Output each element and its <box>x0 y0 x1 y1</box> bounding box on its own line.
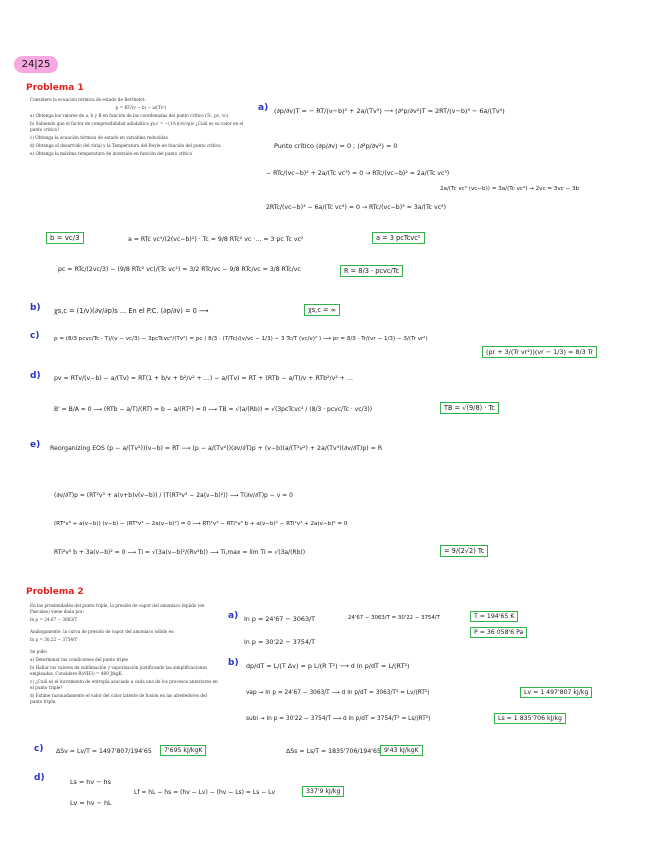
statement-item-b: b) Hallar los valores de sublimación y vaporización justificando las simplificaciones empleadas. Considere R(NH3) = 489 J/kgK. <box>30 665 208 676</box>
p2-c-vaporization-entropy: ΔSv = Lv/T = 1497'807/194'65 <box>56 748 152 755</box>
p2-b-clausius-clapeyron: dp/dT = L/(T Δv) ≈ p L/(R T²) ⟶ d ln p/dT = L/(RT²) <box>246 662 410 670</box>
p2-d-fusion-derivation: Lf = hL − hs = (hv − Lv) − (hv − Ls) = Ls − Lv <box>134 789 276 796</box>
statement-item-a: a) Determinar las condiciones del punto triple <box>30 657 129 662</box>
p1-c-result: (pr + 3/(Tr vr²))(vr − 1/3) = 8/3 Tr <box>482 346 597 358</box>
part-a-label: a) <box>258 103 269 113</box>
statement-item-d: d) Obtenga el desarrollo del virial y la Temperatura del Boyle en función del punto crítico. <box>30 143 222 148</box>
p2-b-sublimation: subl → ln p = 30'22 − 3754/T ⟶ d ln p/dT = 3754/T² = Ls/(RT²) <box>246 716 431 722</box>
p2-b-vaporization: vap → ln p = 24'67 − 3063/T ⟶ d ln p/dT = 3063/T² = Lv/(RT²) <box>246 690 430 696</box>
p1-a-r-derivation: pc = RTc/(2vc/3) − (9/8 RTc² vc)/(Tc vc²) = 3/2 RTc/vc − 9/8 RTc/vc = 3/8 RTc/vc <box>58 266 301 273</box>
p2-d-result: 337'9 kJ/kg <box>302 786 344 797</box>
p1-e-inversion: RTi²v³ b + 3a(v−b)² = 0 ⟶ Ti = √(3a(v−b)²/(Rv³b)) ⟶ Ti,max = lim Ti = √(3a/(Rb)) <box>54 549 306 556</box>
page-tag: 24|25 <box>14 56 58 73</box>
p2-c-sublimation-entropy: ΔSs = Ls/T = 1835'706/194'65 <box>286 748 381 755</box>
part-e-label: e) <box>30 440 41 450</box>
p1-e-result: = 9/(2√2) Tc <box>440 545 488 557</box>
p2-part-a-label: a) <box>228 611 239 621</box>
problem-2-statement <box>30 603 220 707</box>
statement-item-b: b) Sabiendo que el factor de compresibilidad adiabática χs,c = −(1/v)(∂v/∂p)s ¿Cuál es su valor en el punto crítico? <box>30 121 244 132</box>
part-d-label: d) <box>30 371 41 381</box>
p2-a-equate: 24'67 − 3063/T = 30'22 − 3754/T <box>348 615 440 621</box>
p1-d-result: TB = √(9/8) · Tc <box>440 402 499 414</box>
statement-item-c: c) ¿Cuál es el incremento de entropía asociado a cada uno de los procesos anteriores en el punto triple? <box>30 679 218 690</box>
p1-e-partial: (∂v/∂T)p = (RT²v³ + a(v+b)v(v−b)) / (T(RT²v³ − 2a(v−b)²)) ⟶ T(∂v/∂T)p − v = 0 <box>54 492 293 499</box>
part-b-label: b) <box>30 303 41 313</box>
statement-equation: ln p = 30.22 − 3754/T <box>30 637 78 642</box>
p1-a-condition-2: 2RTc/(vc−b)³ − 6a/(Tc vc⁴) = 0 → RTc/(vc−b)³ = 3a/(Tc vc⁴) <box>266 204 446 211</box>
p2-b-sublimation-result: Ls = 1 835'706 kJ/kg <box>494 713 566 724</box>
statement-line: Se pide: <box>30 649 48 654</box>
p2-a-solid-curve: ln p = 30'22 − 3754/T <box>244 638 316 646</box>
statement-item-c: c) Obtenga la ecuación térmica de estado en variables reducidas <box>30 135 168 140</box>
problem-1-statement <box>30 97 252 159</box>
part-c-label: c) <box>30 331 40 341</box>
p1-a-condition-1: − RTc/(vc−b)² + 2a/(Tc vc³) = 0 → RTc/(vc−b)² = 2a/(Tc vc³) <box>266 170 450 177</box>
p1-a-r-result: R = 8/3 · pcvc/Tc <box>340 265 403 277</box>
statement-item-e: e) Obtenga la máxima temperatura de inversión en función del punto crítico <box>30 151 193 156</box>
p1-b-derivation: χs,c = (1/v)(∂v/∂p)s ... En el P.C. (∂p/∂v) = 0 ⟶ <box>54 307 209 315</box>
p1-a-a-result: a = 3 pcTcvc² <box>372 232 425 244</box>
p2-b-vaporization-result: Lv = 1 497'807 kJ/kg <box>520 687 592 698</box>
p2-part-b-label: b) <box>228 658 239 668</box>
p2-a-liquid-curve: ln p = 24'67 − 3063/T <box>244 615 316 623</box>
p2-part-d-label: d) <box>34 773 45 783</box>
p2-d-sublimation-enthalpy: Ls = hv − hs <box>70 778 111 786</box>
p1-a-division: 2a/(Tc vc³ (vc−b)) = 3a/(Tc vc⁴) → 2vc = 3vc − 3b <box>440 186 580 192</box>
p1-e-reorganizing: Reorganizing EOS (p − a/(Tv²))(v−b) = RT ⟶ (p − a/(Tv²))(∂v/∂T)p + (v−b)(a/(T²v²) + 2a/(Tv³)(∂v/∂T)p) = R <box>50 445 383 452</box>
statement-item-a: a) Obtenga los valores de a, b y R en función de las coordenadas del punto crítico (Tc, pc, vc). <box>30 113 230 118</box>
p1-b-result: χs,c = ∞ <box>304 304 340 316</box>
p2-part-c-label: c) <box>34 744 44 754</box>
problem-2-title: Problema 2 <box>26 587 84 597</box>
p2-c-vaporization-result: 7'695 kJ/kgK <box>160 745 206 756</box>
p1-d-boyle: B' = B/A = 0 ⟶ (RTb − a/T)/(RT) = b − a/(RT²) = 0 ⟶ TB = √(a/(Rb)) = √(3pcTcvc² / (8/3 · pcvc/Tc · vc/3)) <box>54 406 373 413</box>
statement-line: Análogamente, la curva de presión de vapor del amoníaco sólido es: <box>30 629 175 634</box>
p1-a-derivatives: (∂p/∂v)T = − RT/(v−b)² + 2a/(Tv³) ⟶ (∂²p/∂v²)T = 2RT/(v−b)³ − 6a/(Tv⁴) <box>274 107 505 115</box>
statement-line: Considere la ecuación térmica de estado de Berthelot: <box>30 97 146 102</box>
p1-d-virial: pv = RTv/(v−b) − a/(Tv) = RT(1 + b/v + b²/v² + …) − a/(Tv) = RT + (RTb − a/T)/v + RTb²/v² + … <box>54 375 354 382</box>
p1-a-a-derivation: a = RTc vc³/(2(vc−b)²) · Tc = 9/8 RTc² vc ·… = 3 pc Tc vc² <box>128 236 304 243</box>
p1-a-b-result: b = vc/3 <box>46 232 84 244</box>
problem-1-title: Problema 1 <box>26 83 84 93</box>
statement-item-d: d) Estime razonadamente el valor del calor latente de fusión en las alrededores del punto triple. <box>30 693 207 704</box>
p2-a-temperature: T = 194'65 K <box>470 611 518 622</box>
p1-a-critical-point: Punto crítico (∂p/∂v) = 0 ; (∂²p/∂v²) = 0 <box>274 142 398 150</box>
p2-d-vaporization-enthalpy: Lv = hv − hL <box>70 799 112 807</box>
statement-equation: p = RT/(v − b) − a/(Tv²) <box>115 105 167 110</box>
statement-line: En las proximidades del punto triple, la presión de vapor del amoníaco líquido (en Pascales) viene dada por: <box>30 603 205 614</box>
p1-e-expansion: (RT²v³ + a(v−b)) (v−b) − (RT²v³ − 2a(v−b)²) = 0 ⟶ RTi²v³ − RTi²v³ b + a(v−b)² − RTi²v³ + 2a(v−b)² = 0 <box>54 521 348 527</box>
p2-c-sublimation-result: 9'43 kJ/kgK <box>380 745 423 756</box>
p2-a-pressure: P = 36 058'6 Pa <box>470 627 527 638</box>
statement-equation: ln p = 24.67 − 3063/T <box>30 617 78 622</box>
p1-c-derivation: p = (8/3 pcvc/Tc · T)/(v − vc/3) − 3pcTcvc²/(Tv²) = pc ( 8/3 · (T/Tc)/(v/vc − 1/3) − 3 Tc/T (vc/v)² ) ⟶ pr = 8/3 · Tr/(vr − 1/3) − 3/(Tr vr²) <box>54 336 428 342</box>
